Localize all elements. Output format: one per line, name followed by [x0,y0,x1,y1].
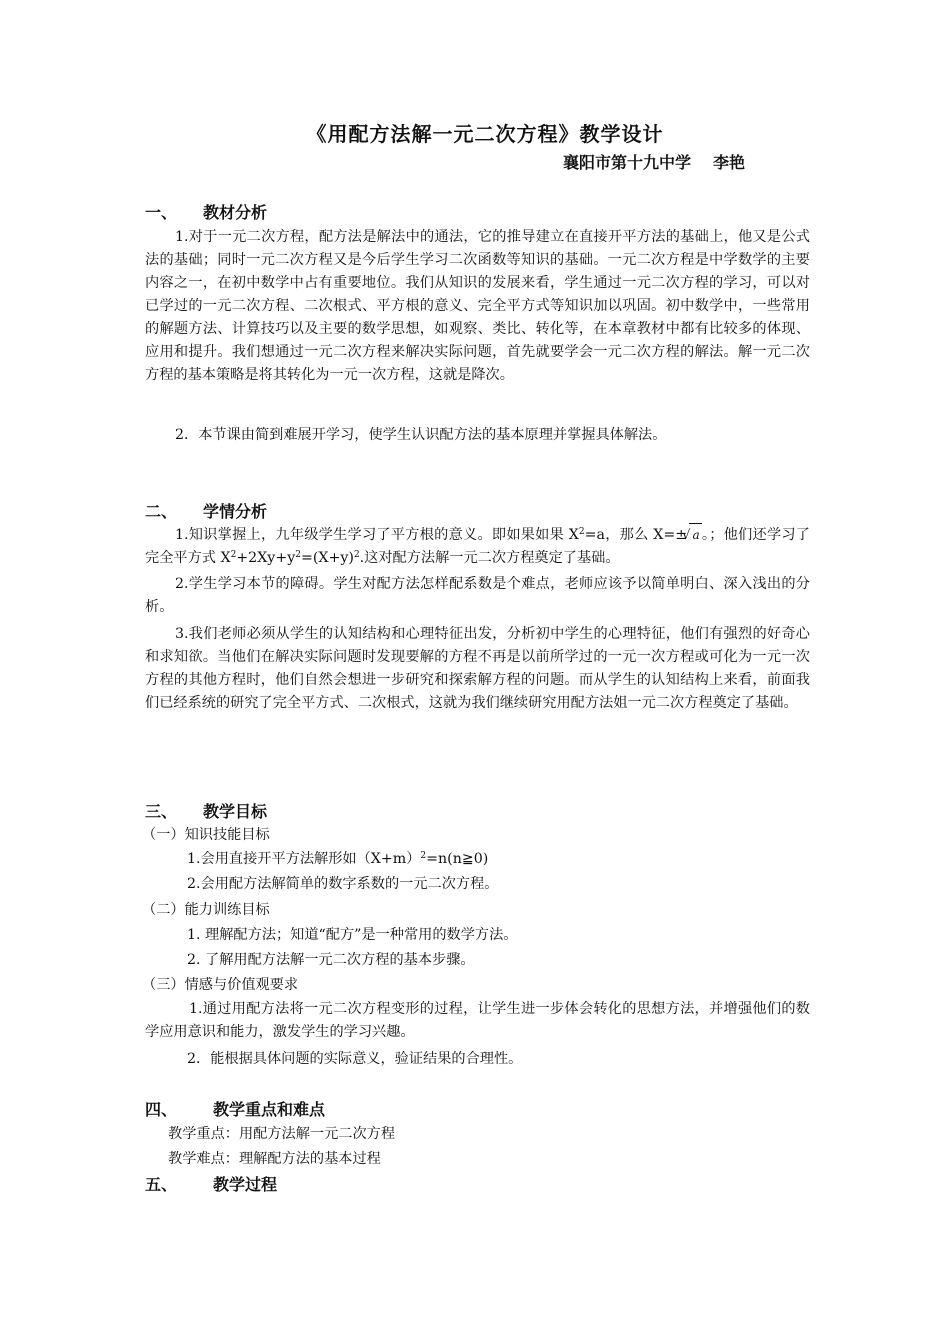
author-name: 李艳 [712,153,745,172]
goal-item-paragraph: 1.通过用配方法将一元二次方程变形的过程，让学生进一步体会转化的思想方法，并增强他们的数学应用意识和能力，激发学生的学习兴趣。 [145,1001,810,1040]
subheading-knowledge: （一）知识技能目标 [142,827,270,843]
subheading-ability: （二）能力训练目标 [142,902,270,918]
section-heading-4: 四、 教学重点和难点 [145,1100,326,1119]
goal-item: 2.会用配方法解简单的数字系数的一元二次方程。 [187,876,499,892]
subheading-attitude: （三）情感与价值观要求 [142,977,299,993]
section-heading-3: 三、 教学目标 [145,802,268,821]
goal-item: 1.会用直接开平方法解形如$(X+m)^2=n(n≧0)$ [187,851,489,867]
section-heading-1: 一、 教材分析 [145,203,268,222]
key-point: 教学重点：用配方法解一元二次方程 [168,1126,396,1142]
section-1-paragraph-2: 2．本节课由简到难展开学习，使学生认识配方法的基本原理并掌握具体解法。 [175,427,667,443]
section-heading-5: 五、 教学过程 [145,1175,278,1194]
sqrt-symbol: √ a [689,523,701,547]
difficult-point: 教学难点：理解配方法的基本过程 [168,1151,381,1167]
section-1-paragraph-1: 1.对于一元二次方程，配方法是解法中的通法，它的推导建立在直接开平方法的基础上，他又是公式法的基础；同时一元二次方程又是今后学生学习二次函数等知识的基础。一元二次方程是中学数学的主要内容之一，在初中数学中占有重要地位。我们从知识的发展来看，学生通过一元二次方程的学习，可以对已学过的一元二次方程、二次根式、平方根的意义、完全平方式等知识加以巩固。初中数学中，一些常用的解题方法、计算技巧以及主要的数学思想，如观察、类比、转化等，在本章教材中都有比较多的体现、应用和提升。我们想通过一元二次方程来解决实际问题，首先就要学会一元二次方程的解法。解一元二次方程的基本策略是将其转化为一元一次方程，这就是降次。 [145,229,810,383]
section-2-paragraph-2: 2.学生学习本节的障碍。学生对配方法怎样配系数是个难点，老师应该予以简单明白、深入浅出的分析。 [145,576,810,615]
goal-item: 1. 理解配方法；知道“配方”是一种常用的数学方法。 [187,927,518,943]
author-school: 襄阳市第十九中学 [562,153,691,172]
goal-item: 2．能根据具体问题的实际意义，验证结果的合理性。 [187,1051,523,1067]
goal-item: 2. 了解用配方法解一元二次方程的基本步骤。 [187,952,475,968]
section-2-paragraph-3: 3.我们老师必须从学生的认知结构和心理特征出发，分析初中学生的心理特征，他们有强烈的好奇心和求知欲。当他们在解决实际问题时发现要解的方程不再是以前所学过的一元一次方程或可化为一元一次方程的其他方程时，他们自然会想进一步研究和探索解方程的问题。而从学生的认知结构上来看，前面我们已经系统的研究了完全平方式、二次根式，这就为我们继续研究用配方法姐一元二次方程奠定了基础。 [145,626,810,711]
author-line [563,150,745,173]
section-heading-2: 二、 学情分析 [145,502,268,521]
section-2-paragraph-1: 1.知识掌握上，九年级学生学习了平方根的意义。即如果如果 $X^2=a$，那么 X=±√ a 。；他们还学习了完全平方式 $X^2+2Xy+y^2=(X+y)^2$.这对配方法解一元二次方程奠定了基础。 [145,523,810,570]
document-title: 《用配方法解一元二次方程》教学设计 [306,122,664,146]
